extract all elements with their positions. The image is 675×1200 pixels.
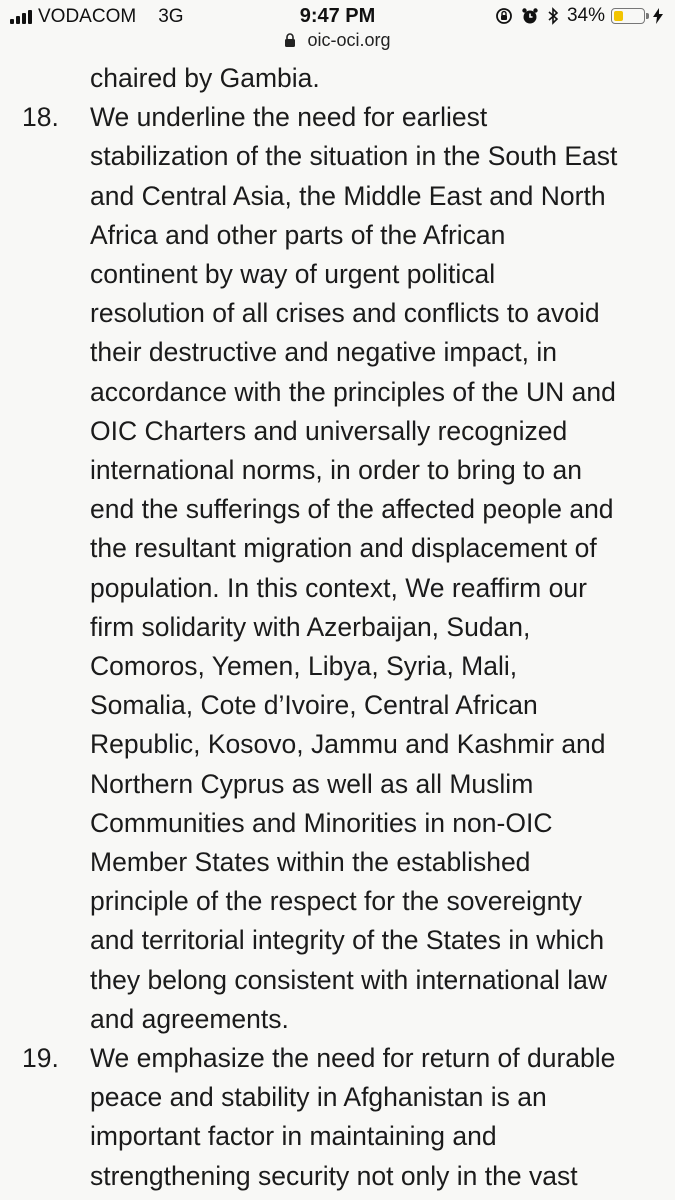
paragraph-line: Member States within the established xyxy=(90,847,531,877)
paragraph-line: We emphasize the need for return of durable xyxy=(90,1043,616,1073)
paragraph-line: OIC Charters and universally recognized xyxy=(90,415,568,446)
paragraph-line: Communities and Minorities in non-OIC xyxy=(90,807,553,838)
status-right xyxy=(487,5,663,27)
paragraph-line: and Central Asia, the Middle East and North xyxy=(90,180,606,211)
paragraph-line: their destructive and negative impact, in xyxy=(90,337,557,368)
paragraph-line: We underline the need for earliest xyxy=(90,102,488,133)
item-number: 18. xyxy=(22,102,59,133)
alarm-icon xyxy=(521,7,539,25)
paragraph-line: important factor in maintaining and xyxy=(90,1121,497,1152)
paragraph-line: end the sufferings of the affected people and xyxy=(90,494,614,525)
paragraph-line: peace and stability in Afghanistan is an xyxy=(90,1082,547,1113)
url-text: oic-oci.org xyxy=(307,30,391,50)
battery-icon xyxy=(611,8,645,24)
item-number: 19. xyxy=(22,1043,59,1073)
paragraph-line: Somalia, Cote d’Ivoire, Central African xyxy=(90,690,538,721)
carrier-name: VODACOM xyxy=(38,6,137,27)
paragraph-line: stabilization of the situation in the South East xyxy=(90,141,618,172)
paragraph-line: they belong consistent with international law xyxy=(90,964,608,995)
paragraph-line: firm solidarity with Azerbaijan, Sudan, xyxy=(90,611,531,642)
paragraph-line: and territorial integrity of the States in which xyxy=(90,925,605,956)
paragraph-line: strengthening security not only in the vast xyxy=(90,1160,578,1191)
paragraph-line: Africa and other parts of the African xyxy=(90,219,506,250)
paragraph-line: Comoros, Yemen, Libya, Syria, Mali, xyxy=(90,651,518,681)
battery-level xyxy=(614,11,623,21)
status-bar xyxy=(0,0,675,34)
orientation-lock-icon xyxy=(495,7,513,25)
lock-icon xyxy=(284,32,296,53)
bluetooth-icon xyxy=(547,7,559,25)
paragraph-line: international norms, in order to bring to an xyxy=(90,455,582,485)
status-time: 9:47 PM xyxy=(299,5,376,27)
address-bar[interactable] xyxy=(0,30,675,58)
paragraph-line: chaired by Gambia. xyxy=(90,63,320,93)
paragraph-line: principle of the respect for the sovereignty xyxy=(90,886,582,917)
charging-bolt-icon xyxy=(653,8,663,24)
paragraph-line: and agreements. xyxy=(90,1003,289,1034)
paragraph-line: the resultant migration and displacement of xyxy=(90,533,597,564)
paragraph-line: resolution of all crises and conflicts to avoid xyxy=(90,298,600,329)
paragraph-line: population. In this context, We reaffirm our xyxy=(90,572,587,603)
paragraph-line: Republic, Kosovo, Jammu and Kashmir and xyxy=(90,729,606,760)
paragraph-line: continent by way of urgent political xyxy=(90,259,496,289)
battery-percent: 34% xyxy=(566,5,605,26)
paragraph-line: Northern Cyprus as well as all Muslim xyxy=(90,768,534,799)
network-type: 3G xyxy=(158,6,184,27)
paragraph-line: accordance with the principles of the UN and xyxy=(90,376,616,407)
